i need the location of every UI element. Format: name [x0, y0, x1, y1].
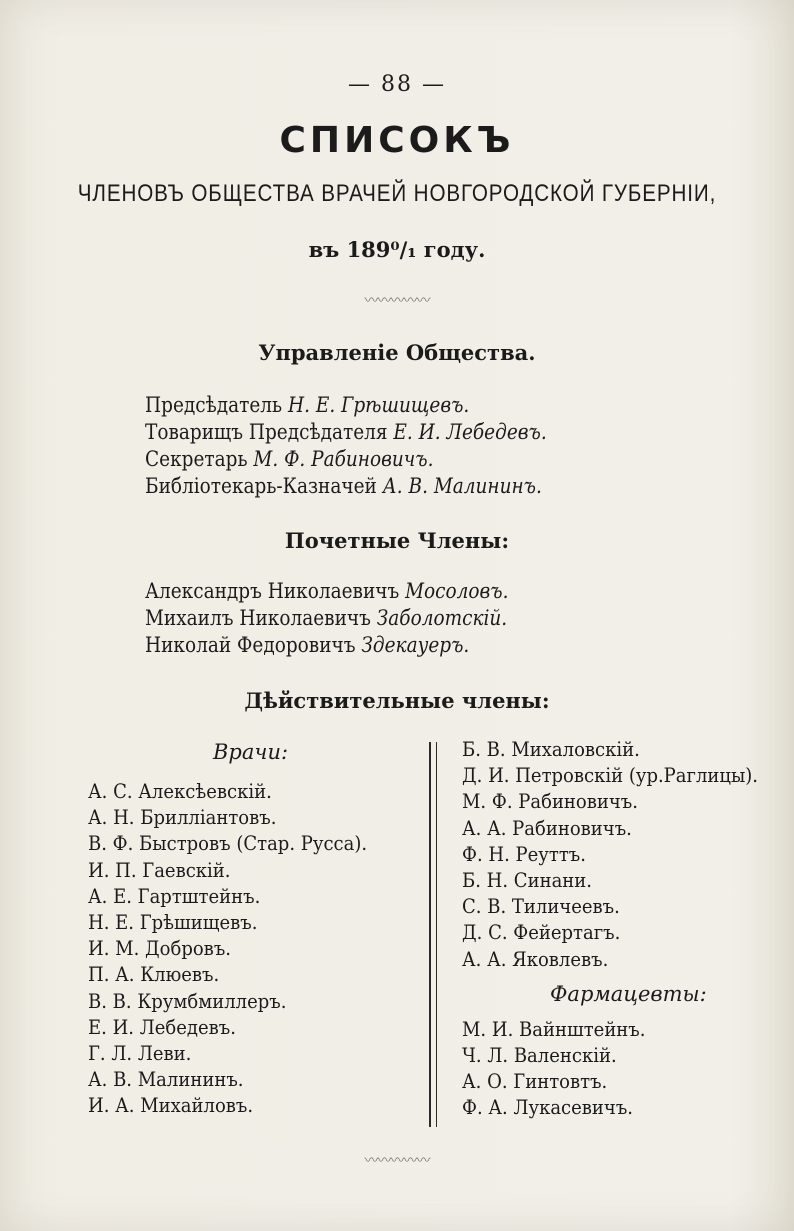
list-item: А. О. Гинтовтъ.: [462, 1069, 608, 1094]
list-item: В. В. Крумбмиллеръ.: [88, 988, 287, 1013]
list-item: Б. В. Михаловскій.: [462, 737, 640, 761]
document-year: въ 189⁰/₁ году.: [308, 237, 486, 262]
list-item: Б. Н. Синани.: [462, 868, 593, 893]
column-divider-thin: [436, 742, 437, 1127]
ornament-divider-bottom: 〰〰〰〰〰: [364, 1153, 430, 1169]
list-item: П. А. Клюевъ.: [88, 962, 220, 987]
doctors-column-left: [88, 740, 428, 1119]
list-item: Д. С. Фейертагъ.: [462, 920, 621, 945]
list-item: М. И. Вайнштейнъ.: [462, 1016, 646, 1041]
list-item: А. А. Рабиновичъ.: [462, 815, 632, 840]
page-number: — 88 —: [348, 72, 446, 97]
list-item: М. Ф. Рабиновичъ.: [462, 789, 638, 814]
list-item: И. А. Михайловъ.: [88, 1093, 254, 1118]
honorary-member: Михаилъ Николаевичъ Заболотскій.: [145, 606, 508, 630]
list-item: А. А. Яковлевъ.: [462, 946, 609, 971]
board-member: Библіотекарь-Казначей А. В. Малининъ.: [145, 474, 542, 498]
honorary-member: Александръ Николаевичъ Мосоловъ.: [145, 579, 509, 603]
list-item: Н. Е. Грѣшищевъ.: [88, 910, 258, 935]
active-members-heading: Дѣйствительные члены:: [244, 688, 550, 713]
document-subtitle: ЧЛЕНОВЪ ОБЩЕСТВА ВРАЧЕЙ НОВГОРОДСКОЙ ГУБЕРНІИ,: [77, 180, 717, 207]
doctors-heading: Врачи:: [213, 740, 289, 764]
list-item: В. Ф. Быстровъ (Стар. Русса).: [88, 831, 368, 856]
doctors-column-right: [462, 736, 782, 1121]
list-item: Е. И. Лебедевъ.: [88, 1014, 236, 1039]
honorary-member: Николай Федоровичъ Здекауеръ.: [145, 633, 470, 657]
pharmacists-heading: Фармацевты:: [550, 981, 707, 1006]
board-member: Товарищъ Предсѣдателя Е. И. Лебедевъ.: [145, 420, 547, 444]
list-item: С. В. Тиличеевъ.: [462, 894, 620, 919]
document-title: СПИСОКЪ: [279, 120, 515, 161]
list-item: Г. Л. Леви.: [88, 1041, 192, 1066]
list-item: Д. И. Петровскій (ур.Раглицы).: [462, 763, 759, 788]
list-item: А. Н. Брилліантовъ.: [88, 805, 277, 830]
board-member: Предсѣдатель Н. Е. Грѣшищевъ.: [145, 393, 470, 417]
board-list: [145, 392, 602, 500]
list-item: А. С. Алексѣевскій.: [88, 779, 272, 803]
list-item: И. М. Добровъ.: [88, 936, 232, 961]
board-member: Секретарь М. Ф. Рабиновичъ.: [145, 447, 434, 471]
column-divider: [429, 742, 431, 1127]
ornament-divider: 〰〰〰〰〰: [364, 293, 430, 309]
list-item: Ч. Л. Валенскій.: [462, 1043, 617, 1068]
board-heading: Управленіе Общества.: [258, 340, 536, 365]
list-item: А. Е. Гартштейнъ.: [88, 883, 261, 908]
honorary-list: [145, 578, 558, 659]
list-item: Ф. А. Лукасевичъ.: [462, 1095, 633, 1120]
list-item: А. В. Малининъ.: [88, 1067, 244, 1092]
list-item: И. П. Гаевскій.: [88, 857, 231, 882]
list-item: Ф. Н. Реуттъ.: [462, 841, 586, 866]
honorary-heading: Почетные Члены:: [284, 528, 510, 553]
